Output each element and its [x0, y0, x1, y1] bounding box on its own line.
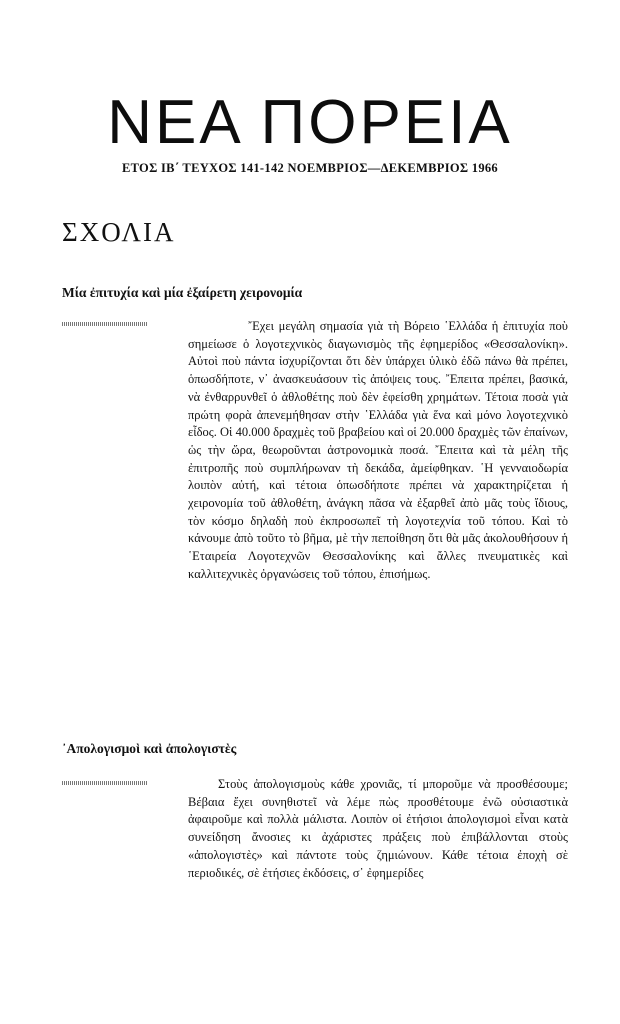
article-heading: Μία ἐπιτυχία καὶ μία ἐξαίρετη χειρονομία — [62, 285, 303, 300]
decorative-rule — [62, 781, 148, 785]
article-heading: ᾽Απολογισμοὶ καὶ ἀπολογιστὲς — [62, 741, 237, 756]
masthead-title: ΝΕΑ ΠΟΡΕΙΑ — [107, 88, 513, 157]
decorative-rule — [62, 322, 148, 326]
section-title: ΣΧΟΛΙΑ — [62, 217, 176, 247]
article-body: Στοὺς ἀπολογισμοὺς κάθε χρονιᾶς, τί μποροῦμε νὰ προσθέσουμε; Βέβαια ἔχει συνηθιστεῖ νὰ λέμε πὼς προσθέτουμε ἐνῶ οὐσιαστικὰ ἀφαιροῦμε καὶ πολλὰ μάλιστα. Λοιπὸν οἱ ἐτήσιοι ἀπολογισμοὶ εἶναι κατὰ συνείδηση ἄνοσιες κι ἀχάριστες πράξεις ποὺ ἐπιβάλλονται στοὺς «ἀπολογιστὲς» καὶ πάντοτε τοὺς ζημιώνουν. Κάθε τέτοια ἐποχὴ σὲ περιοδικές, σὲ ἐτήσιες ἐκδόσεις, σ᾽ ἐφημερίδες — [188, 777, 568, 880]
article-body: ῎Εχει μεγάλη σημασία γιὰ τὴ Βόρειο ῾Ελλάδα ἡ ἐπιτυχία ποὺ σημείωσε ὁ λογοτεχνικὸς διαγωνισμὸς τῆς ἐφημερίδος «Θεσσαλονίκη». Αὐτοὶ ποὺ πάντα ἰσχυρίζονται ὅτι δὲν ὑπάρχει ὑλικὸ ἐδῶ πάνω θὰ πρέπει, ὁπωσδήποτε, ν᾽ ἀνασκευάσουν τὶς ἀπόψεις τους. ῎Επειτα πρέπει, βασικά, νὰ ἐνθαρρυνθεῖ ὁ ἀθλοθέτης ποὺ δὲν ἐφείσθη χρημάτων. Τέτοια ποσὰ γιὰ πρώτη φορὰ ἀπενεμήθησαν στὴν ῾Ελλάδα γιὰ ἕνα καὶ μόνο λογοτεχνικὸ εἶδος. Οἱ 40.000 δραχμὲς τοῦ βραβείου καὶ οἱ 20.000 δραχμὲς τῶν ἐπαίνων, ὡς τὴν ὥρα, θεωροῦνται ἀστρονομικὰ ποσά. ῎Επειτα καὶ τὰ μέλη τῆς ἐπιτροπῆς ποὺ συμπλήρωναν τὴ δεκάδα, ἀμείφθηκαν. ῾Η γενναιοδωρία λοιπὸν αὐτή, καὶ τέτοια ὁπωσδήποτε πρέπει νὰ χαρακτηρίζεται ἡ χειρονομία τοῦ ἀθλοθέτη, ἀνάγκη πᾶσα νὰ ἐξαρθεῖ ἀπὸ μᾶς τοὺς ἴδιους, τὸν κόσμο δηλαδὴ ποὺ ἐκπροσωπεῖ τὴ λογοτεχνία τοῦ τόπου. Καὶ τὸ κάνουμε ἀπὸ τοῦτο τὸ βῆμα, μὲ τὴν πεποίθηση ὅτι θὰ μᾶς ἀκολουθήσουν ἡ ῾Εταιρεία Λογοτεχνῶν Θεσσαλονίκης καὶ ἄλλες πνευματικὲς καὶ καλλιτεχνικὲς ὀργανώσεις τοῦ τόπου, ἐπισήμως. — [188, 319, 568, 581]
issue-line: ΕΤΟΣ ΙΒ΄ ΤΕΥΧΟΣ 141-142 ΝΟΕΜΒΡΙΟΣ—ΔΕΚΕΜΒΡΙΟΣ 1966 — [122, 161, 498, 175]
